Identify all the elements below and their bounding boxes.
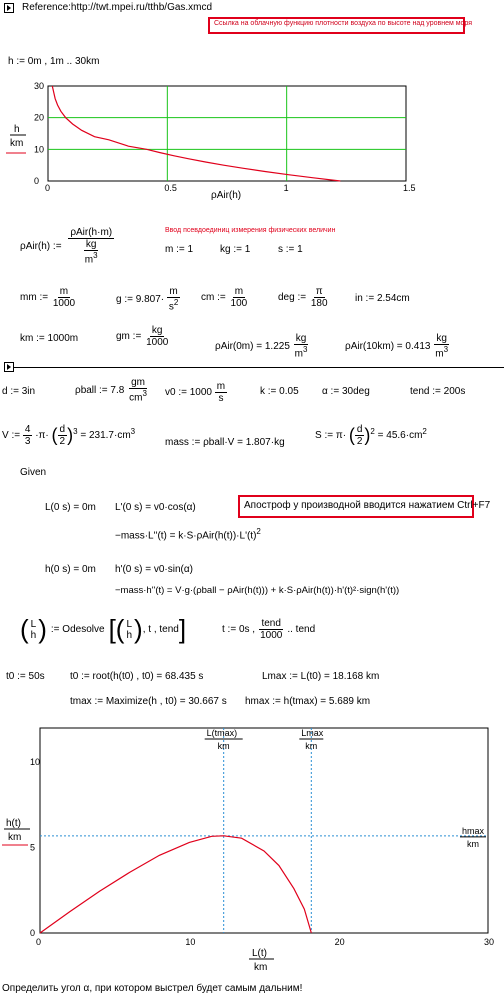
odesolve-lhs-L: L: [30, 618, 37, 630]
chart2-xtick-label: 20: [334, 937, 345, 947]
chart1-xtick-label: 0: [45, 183, 51, 193]
rho-def-den-sup: 3: [93, 251, 98, 260]
density-chart: [0, 82, 430, 202]
rho-def-num: ρAir(h·m): [70, 227, 113, 238]
note-text: Ссылка на облачную функцию плотности воздуха по высоте над уровнем моря: [214, 20, 473, 27]
rho-def-den-bot: m: [84, 254, 94, 266]
rho10-value: ρAir(10km) = 0.413: [345, 340, 431, 352]
region-separator: [14, 367, 504, 368]
rho0-value: ρAir(0m) = 1.225: [215, 340, 290, 352]
g-num: m: [169, 286, 178, 297]
mm-den: 1000: [52, 298, 76, 309]
rho-at-10km: ρAir(10km) = 0.413 $\frac{kg}{m^3}$: [345, 333, 449, 360]
deg-num: π: [315, 286, 323, 297]
cm-den: 100: [230, 298, 248, 309]
g-den: s: [168, 301, 174, 313]
note-box: [208, 17, 473, 34]
chart2-yticks: [30, 757, 40, 938]
unit-gm: [116, 325, 170, 348]
param-rho-ball: ρball := 7.8 $\frac{gm}{cm^3}$: [75, 377, 147, 404]
unit-s: s := 1: [278, 244, 303, 255]
chart2-xtick-label: 10: [185, 937, 196, 947]
trajectory-chart: [0, 718, 504, 980]
volume-d: d: [59, 424, 66, 435]
odesolve-arg-L: L: [126, 618, 133, 630]
result-tmax: tmax := Maximize(h , t0) = 30.667 s: [70, 696, 227, 707]
odesolve-assign: := Odesolve: [50, 624, 105, 635]
volume-two: 2: [59, 436, 66, 447]
unit-km: km := 1000m: [20, 333, 79, 344]
marker-Ltmax-top: L(tmax): [206, 728, 238, 738]
chart1-ytick-label: 10: [34, 144, 45, 155]
chart1-xlabel: ρAir(h): [211, 190, 242, 201]
chart2-ylabel-top: h(t): [6, 818, 21, 829]
deg-lhs: deg :=: [278, 292, 307, 304]
v0-unit-num: m: [216, 381, 226, 392]
chart2-xticks: [36, 937, 494, 947]
region-collapse-icon[interactable]: [4, 3, 14, 13]
rho0-unit-num: kg: [295, 333, 307, 344]
chart1-ylabel-top: h: [14, 124, 20, 135]
t-range: [222, 618, 315, 641]
t-range-den: 1000: [260, 630, 283, 641]
chart2-ytick-label: 5: [30, 842, 36, 853]
result-Lmax: Lmax := L(t0) = 18.168 km: [262, 671, 380, 682]
v0-unit-den: s: [218, 393, 224, 404]
area-two: 2: [356, 436, 363, 447]
chart1-yticks: [34, 82, 44, 186]
chart2-ylabel-bottom: km: [8, 832, 22, 843]
unit-deg: [278, 286, 330, 309]
rho10-unit-num: kg: [436, 333, 447, 344]
rho-ball-value: ρball := 7.8: [75, 384, 125, 396]
volume-result: = 231.7·cm: [80, 430, 131, 442]
reference-link[interactable]: Reference:http://twt.mpei.ru/tthb/Gas.xmcd: [22, 2, 213, 13]
gm-lhs: gm :=: [116, 331, 142, 343]
area-formula: S := π· ( $\frac{d}{2}$ )$^2 = 45.6\cdot cm^2$: [315, 424, 427, 447]
pseudo-units-note: Ввод псевдоединиц измерения физических величин: [165, 227, 336, 234]
area-result: = 45.6·cm: [377, 430, 423, 442]
volume-lhs: V :=: [2, 430, 21, 442]
chart2-xlabel-bottom: km: [254, 962, 268, 973]
result-t0-guess: t0 := 50s: [6, 671, 45, 682]
odesolve-arg-h: h: [126, 629, 133, 641]
area-d: d: [356, 424, 363, 435]
rho-ball-unit-num: gm: [131, 377, 145, 388]
odesolve-call: ( L h ) := Odesolve [ ( L h ) , t , tend ]: [20, 614, 187, 644]
area-lhs: S := π·: [315, 430, 347, 442]
chart2-xlabel-top: L(t): [252, 948, 267, 959]
eq-L-motion: −mass·L''(t) = $k\cdot S\cdot\rho Air(h(t))\cdot L'(t)^2$: [115, 527, 261, 542]
chart2-xtick-label: 30: [484, 937, 495, 947]
cm-num: m: [234, 286, 244, 297]
mm-lhs: mm :=: [20, 292, 49, 304]
rho10-unit-den: m: [435, 348, 444, 360]
rho-definition: [20, 227, 114, 265]
mm-num: m: [59, 286, 69, 297]
cm-lhs: cm :=: [201, 292, 226, 304]
marker-Lmax-bottom: km: [305, 741, 318, 751]
chart2-ytick-label: 0: [30, 928, 36, 938]
g-lhs: g := 9.807·: [116, 293, 165, 305]
eq-h-motion: −mass·h''(t) = V·g·(ρball − ρAir(h(t))) + k·S·ρAir(h(t))·h'(t)²·sign(h'(t)): [115, 585, 400, 596]
deg-den: 180: [310, 298, 328, 309]
chart2-ytick-label: 10: [30, 757, 41, 768]
chart1-xtick-label: 1.5: [403, 183, 416, 193]
rho-def-lhs: ρAir(h) :=: [20, 240, 62, 252]
unit-mm: [20, 286, 77, 309]
gm-den: 1000: [146, 337, 169, 348]
gm-num: kg: [151, 325, 163, 336]
rho-ball-unit-den: cm: [129, 392, 143, 404]
rho0-unit-den: m: [294, 348, 304, 360]
chart1-ytick-label: 30: [34, 82, 45, 91]
t-range-rhs: .. tend: [287, 624, 316, 635]
chart1-frame: [48, 86, 406, 181]
rho-def-den-top: kg: [85, 239, 97, 250]
chart1-ytick-label: 0: [34, 176, 40, 186]
marker-Ltmax-bottom: km: [217, 741, 230, 751]
eq-h0: h(0 s) = 0m: [45, 564, 96, 575]
odesolve-args: , t , tend: [142, 624, 179, 635]
unit-in: in := 2.54cm: [355, 293, 410, 304]
marker-hmax-bottom: km: [467, 838, 479, 849]
eq-L0: L(0 s) = 0m: [45, 502, 96, 513]
volume-frac-num: 4: [24, 424, 31, 435]
t-range-num: tend: [261, 618, 281, 629]
odesolve-lhs-h: h: [30, 629, 37, 641]
ctrl-f7-tip-box: [238, 495, 491, 518]
marker-hmax-top: hmax: [462, 825, 485, 836]
unit-kg: kg := 1: [220, 244, 251, 255]
param-alpha: α := 30deg: [322, 386, 370, 397]
t-range-lhs: t := 0s ,: [222, 624, 256, 635]
chart1-ytick-label: 20: [34, 112, 45, 123]
chart1-xtick-label: 1: [283, 183, 289, 193]
volume-formula: V := $\frac{4}{3}$ ·π· ( $\frac{d}{2}$ )$^3 = 231.7\cdot cm^3$: [2, 424, 136, 447]
unit-g: g := 9.807· $\frac{m}{s^2}$: [116, 286, 179, 313]
ctrl-f7-tip-text: Апостроф у производной вводится нажатием Ctrl+F7: [244, 500, 491, 511]
given-keyword: Given: [20, 467, 47, 478]
result-t0-root: t0 := root(h(t0) , t0) = 68.435 s: [70, 671, 204, 682]
chart2-frame: [40, 728, 488, 933]
param-k: k := 0.05: [260, 386, 299, 397]
param-tend: tend := 200s: [410, 386, 466, 397]
unit-m: m := 1: [165, 244, 194, 255]
chart1-xtick-label: 0.5: [164, 183, 177, 193]
volume-frac-den: 3: [24, 436, 31, 447]
chart2-xtick-label: 0: [36, 937, 42, 947]
region-collapse-icon-2[interactable]: [4, 362, 14, 372]
marker-Lmax-top: Lmax: [301, 728, 324, 738]
volume-pi: ·π·: [35, 430, 49, 442]
eq-hp0: h'(0 s) = v0·sin(α): [115, 564, 193, 575]
eq-Lp0: L'(0 s) = v0·cos(α): [115, 502, 196, 513]
unit-cm: [201, 286, 249, 309]
rho-at-0: ρAir(0m) = 1.225 $\frac{kg}{m^3}$: [215, 333, 308, 360]
chart1-ylabel-bottom: km: [10, 138, 24, 149]
param-v0: [165, 381, 227, 404]
v0-value: v0 := 1000: [165, 387, 212, 399]
footer-task: Определить угол α, при котором выстрел будет самым дальним!: [2, 983, 303, 994]
mass-formula: mass := ρball·V = 1.807·kg: [165, 437, 285, 448]
result-hmax: hmax := h(tmax) = 5.689 km: [245, 696, 371, 707]
h-range: h := 0m , 1m .. 30km: [8, 56, 100, 67]
param-d: d := 3in: [2, 386, 36, 397]
eq-L-motion-text: −mass·L''(t) = k·S·ρAir(h(t))·L'(t): [115, 530, 257, 542]
